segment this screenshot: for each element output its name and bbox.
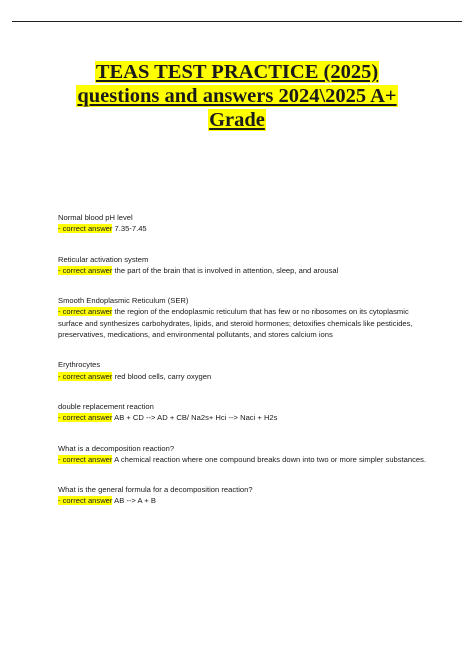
answer-text: - correct answer 7.35-7.45: [58, 224, 147, 234]
answer-text: - correct answer AB + CD --> AD + CB/ Na2s+ Hci --> Naci + H2s: [58, 413, 278, 423]
qa-item-erythrocytes: [58, 359, 434, 382]
question-text: double replacement reaction: [58, 401, 154, 411]
qa-item-double-replacement: [58, 401, 434, 424]
correct-answer-marker: - correct answer: [58, 454, 113, 464]
answer-text: - correct answer red blood cells, carry oxygen: [58, 371, 212, 381]
question-text: Normal blood pH level: [58, 213, 133, 222]
question-text: Erythrocytes: [58, 360, 101, 370]
correct-answer-marker: - correct answer: [58, 496, 113, 506]
question-text: What is the general formula for a decomposition reaction?: [58, 485, 253, 495]
question-text: Smooth Endoplasmic Reticulum (SER): [58, 296, 189, 306]
qa-item-reticular-activation: [58, 254, 434, 277]
qa-item-decomposition-formula: [58, 484, 434, 507]
answer-text: - correct answer A chemical reaction where one compound breaks down into two or more simpler substances.: [58, 454, 427, 464]
correct-answer-marker: - correct answer: [58, 265, 113, 275]
question-text: Reticular activation system: [58, 254, 149, 264]
correct-answer-marker: - correct answer: [58, 307, 113, 317]
answer-text: - correct answer AB --> A + B: [58, 496, 156, 506]
correct-answer-marker: - correct answer: [58, 413, 113, 423]
correct-answer-marker: - correct answer: [58, 224, 113, 234]
title-line-3: Grade: [209, 109, 265, 131]
qa-item-decomposition: [58, 443, 434, 466]
title-line-1: TEAS TEST PRACTICE (2025): [95, 61, 379, 83]
qa-list: [58, 212, 434, 507]
correct-answer-marker: - correct answer: [58, 371, 113, 381]
answer-text: - correct answer the part of the brain that is involved in attention, sleep, and arousal: [58, 265, 339, 275]
top-rule: [12, 21, 462, 22]
question-text: What is a decomposition reaction?: [58, 443, 175, 453]
document-title: [40, 60, 434, 132]
title-line-2: questions and answers 2024\2025 A+: [77, 85, 397, 107]
answer-text: - correct answer the region of the endoplasmic reticulum that has few or no ribosomes on its cytoplasmic surface and synthesizes carbohydrates, lipids, and steroid hormones; detoxifies chemicals like pesticides, preservatives, medications, and environmental pollutants, and stores calcium ions: [58, 307, 413, 340]
qa-item-smooth-er: [58, 295, 434, 340]
qa-item-blood-ph: [58, 212, 434, 235]
